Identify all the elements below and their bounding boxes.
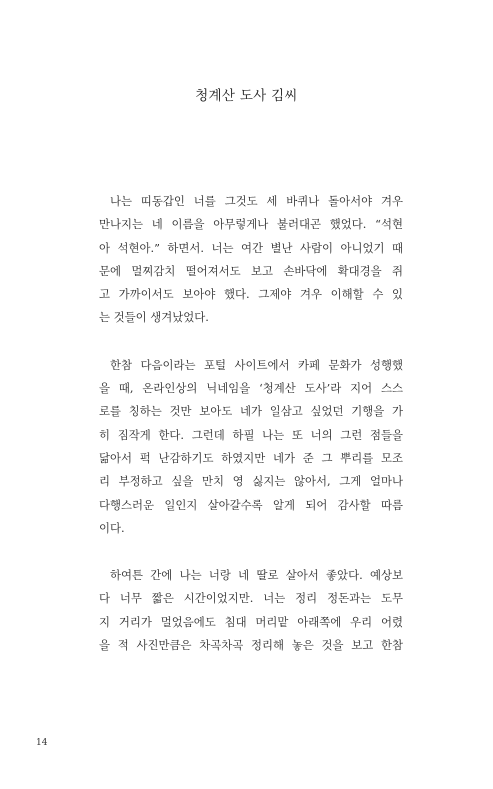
- text-line: 다 너무 짧은 시간이었지만. 너는 정리 정돈과는 도무: [99, 591, 403, 606]
- text-line: 로를 칭하는 것만 보아도 네가 일삼고 싶었던 기행을 가: [99, 404, 403, 419]
- text-line: 히 짐작게 한다. 그런데 하필 나는 또 너의 그런 점들을: [99, 427, 403, 442]
- text-line: 문에 멀찌감치 떨어져서도 보고 손바닥에 확대경을 쥐: [99, 263, 403, 278]
- text-line: 이다.: [99, 520, 125, 535]
- text-line: 닮아서 퍽 난감하기도 하였지만 네가 준 그 뿌리를 모조: [99, 450, 403, 465]
- text-line: 나는 띠동갑인 너를 그것도 세 바퀴나 돌아서야 겨우: [110, 194, 403, 208]
- text-line: 만나지는 네 이름을 아무렇게나 불러대곤 했었다. “석현: [99, 217, 403, 232]
- text-line: 다행스러운 일인지 살아갈수록 알게 되어 감사할 따름: [99, 497, 403, 512]
- text-line: 고 가까이서도 보아야 했다. 그제야 겨우 이해할 수 있: [99, 287, 403, 302]
- paragraph: [88, 354, 403, 540]
- text-line: 지 거리가 멀었음에도 침대 머리맡 아래쪽에 우리 어렸: [99, 614, 403, 629]
- body-text: [88, 190, 403, 681]
- text-line: 아 석현아.” 하면서. 너는 여간 별난 사람이 아니었기 때: [99, 240, 403, 255]
- page-number: 14: [36, 738, 48, 748]
- text-line: 는 것들이 생겨났었다.: [99, 310, 209, 325]
- text-line: 리 부정하고 싶을 만치 영 싫지는 않아서, 그게 얼마나: [99, 474, 403, 489]
- text-line: 하여튼 간에 나는 너랑 네 딸로 살아서 좋았다. 예상보: [110, 568, 403, 583]
- text-line: 을 때, 온라인상의 닉네임을 ‘청계산 도사’라 지어 스스: [99, 381, 403, 396]
- chapter-title: 청계산 도사 김씨: [195, 88, 298, 104]
- paragraph: [88, 190, 403, 330]
- text-line: 을 적 사진만큼은 차곡차곡 정리해 놓은 것을 보고 한참: [99, 638, 403, 653]
- text-line: 한참 다음이라는 포털 사이트에서 카페 문화가 성행했: [110, 357, 403, 372]
- paragraph: [88, 564, 403, 657]
